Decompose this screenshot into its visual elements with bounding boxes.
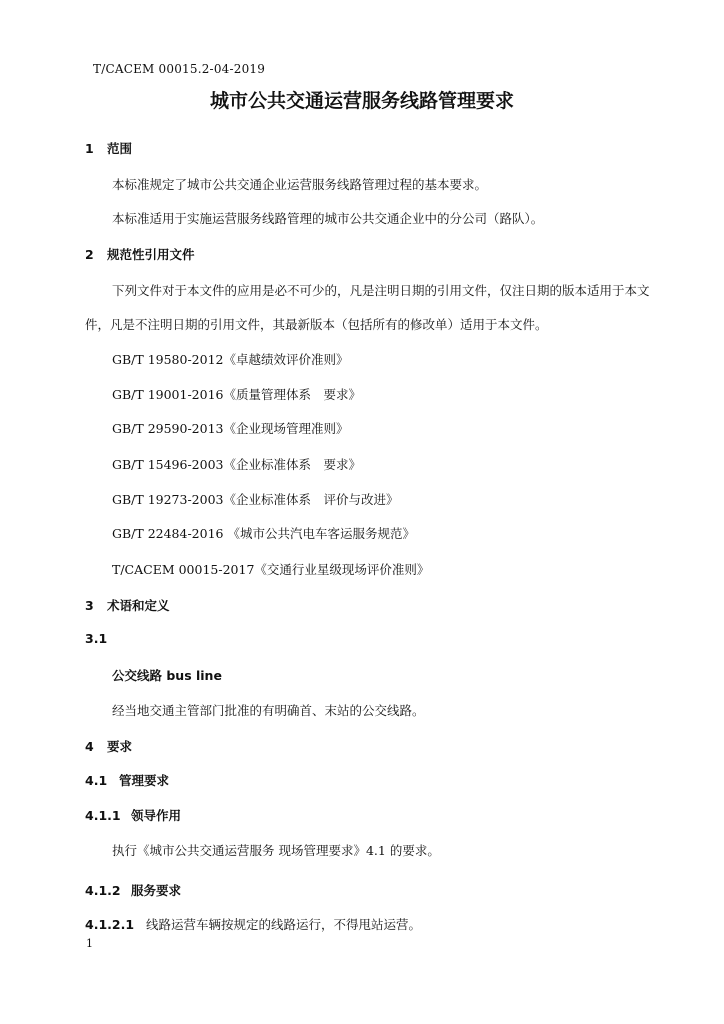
page-number: 1 [86, 937, 93, 950]
leadership-requirement: 执行《城市公共交通运营服务 现场管理要求》4.1 的要求。 [112, 843, 440, 858]
section-2-title: 规范性引用文件 [107, 247, 195, 262]
standard-code: T/CACEM 00015.2-04-2019 [93, 62, 266, 76]
section-4-1-title: 管理要求 [119, 773, 170, 788]
document-title: 城市公共交通运营服务线路管理要求 [209, 90, 514, 112]
term-bus-line: 公交线路 bus line [112, 668, 222, 683]
references-intro-line-2: 件，凡是不注明日期的引用文件，其最新版本（包括所有的修改单）适用于本文件。 [85, 317, 548, 332]
section-1-heading [85, 139, 132, 157]
section-3-number: 3 [85, 598, 94, 613]
section-1-number: 1 [85, 141, 94, 156]
scope-paragraph-2: 本标准适用于实施运营服务线路管理的城市公共交通企业中的分公司（路队）。 [112, 211, 544, 226]
clause-4-1-2-1-number: 4.1.2.1 [85, 917, 135, 932]
section-4-title: 要求 [107, 739, 133, 754]
section-4-1-2-heading [85, 881, 181, 899]
section-4-heading [85, 737, 132, 755]
section-4-1-2-number: 4.1.2 [85, 883, 121, 898]
section-2-number: 2 [85, 247, 94, 262]
reference-item: T/CACEM 00015-2017《交通行业星级现场评价准则》 [112, 562, 430, 577]
section-1-title: 范围 [107, 141, 133, 156]
clause-4-1-2-1 [85, 915, 421, 933]
reference-item: GB/T 19273-2003《企业标准体系 评价与改进》 [112, 492, 399, 507]
clause-4-1-2-1-text: 线路运营车辆按规定的线路运行，不得甩站运营。 [146, 917, 422, 932]
references-intro-line-1: 下列文件对于本文件的应用是必不可少的，凡是注明日期的引用文件，仅注日期的版本适用于本文 [112, 283, 650, 298]
reference-item: GB/T 29590-2013《企业现场管理准则》 [112, 421, 349, 436]
section-3-1-number: 3.1 [85, 631, 108, 646]
section-4-number: 4 [85, 739, 94, 754]
section-4-1-2-title: 服务要求 [131, 883, 182, 898]
section-2-heading [85, 245, 195, 263]
section-4-1-1-title: 领导作用 [131, 808, 182, 823]
reference-item: GB/T 15496-2003《企业标准体系 要求》 [112, 457, 361, 472]
section-3-heading [85, 596, 170, 614]
reference-item: GB/T 22484-2016 《城市公共汽电车客运服务规范》 [112, 526, 415, 541]
reference-item: GB/T 19001-2016《质量管理体系 要求》 [112, 387, 361, 402]
scope-paragraph-1: 本标准规定了城市公共交通企业运营服务线路管理过程的基本要求。 [112, 177, 488, 192]
section-4-1-1-number: 4.1.1 [85, 808, 121, 823]
section-4-1-number: 4.1 [85, 773, 108, 788]
section-4-1-heading [85, 771, 169, 789]
term-definition: 经当地交通主管部门批准的有明确首、末站的公交线路。 [112, 703, 425, 718]
section-4-1-1-heading [85, 806, 181, 824]
reference-item: GB/T 19580-2012《卓越绩效评价准则》 [112, 352, 349, 367]
section-3-title: 术语和定义 [107, 598, 170, 613]
